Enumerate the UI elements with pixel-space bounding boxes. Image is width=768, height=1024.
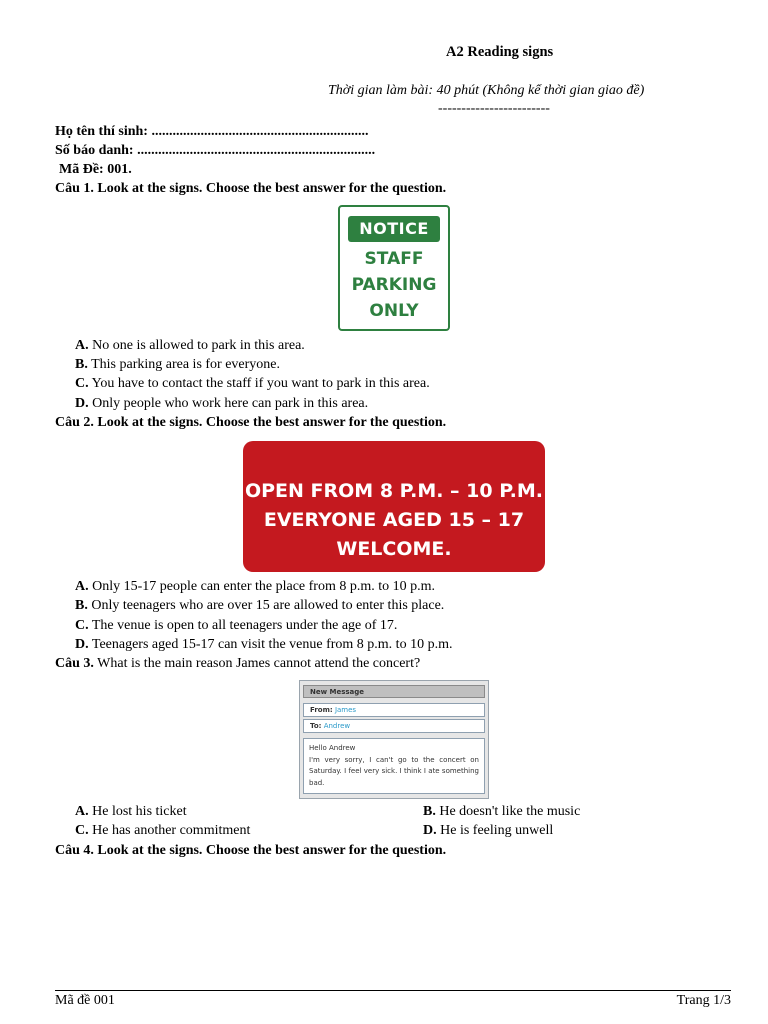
question-2-option-a[interactable]	[75, 579, 435, 595]
email-from-label: From:	[310, 706, 333, 714]
email-from-field	[303, 703, 485, 717]
option-text: He is feeling unwell	[440, 823, 554, 838]
option-text: He has another commitment	[92, 823, 251, 838]
header-divider: ------------------------	[438, 101, 550, 116]
email-to-field	[303, 719, 485, 733]
option-text: Only teenagers who are over 15 are allowed to enter this place.	[91, 598, 445, 613]
footer-exam-code: Mã đề 001	[55, 993, 115, 1008]
option-text: He doesn't like the music	[439, 804, 581, 819]
question-3-option-b[interactable]	[423, 804, 580, 820]
question-1-label: Câu 1.	[55, 181, 94, 196]
email-from-value: James	[334, 706, 357, 714]
question-4-heading	[55, 843, 446, 859]
option-text: Teenagers aged 15-17 can visit the venue from 8 p.m. to 10 p.m.	[91, 637, 453, 652]
option-letter: C.	[75, 376, 89, 391]
question-3-heading	[55, 656, 420, 672]
email-message	[299, 680, 489, 799]
question-2-prompt: Look at the signs. Choose the best answer for the question.	[97, 415, 447, 430]
option-letter: D.	[75, 637, 89, 652]
email-to-label: To:	[310, 722, 322, 730]
email-header: New Message	[303, 685, 485, 698]
option-text: This parking area is for everyone.	[91, 357, 281, 372]
option-text: He lost his ticket	[92, 804, 187, 819]
question-2-option-d[interactable]	[75, 637, 452, 653]
question-3-option-a[interactable]	[75, 804, 187, 820]
sign-line: ONLY	[369, 301, 419, 321]
question-1-option-d[interactable]	[75, 396, 368, 412]
option-letter: C.	[75, 823, 89, 838]
document-title: A2 Reading signs	[446, 44, 554, 60]
candidate-id-line: Số báo danh: ....................................................................	[55, 143, 376, 158]
footer-page-number: Trang 1/3	[676, 993, 731, 1008]
option-letter: B.	[75, 598, 88, 613]
question-1-heading	[55, 181, 446, 197]
question-3-label: Câu 3.	[55, 656, 94, 671]
candidate-name-line: Họ tên thí sinh: ..............................................................	[55, 124, 369, 139]
staff-parking-sign	[338, 205, 450, 331]
question-3-prompt: What is the main reason James cannot attend the concert?	[97, 656, 421, 671]
question-4-label: Câu 4.	[55, 843, 94, 858]
sign-notice-banner: NOTICE	[348, 216, 440, 242]
question-3-option-c[interactable]	[75, 823, 250, 839]
question-3-option-d[interactable]	[423, 823, 553, 839]
option-letter: A.	[75, 579, 89, 594]
exam-code-line: Mã Đề: 001.	[59, 162, 132, 177]
option-text: Only people who work here can park in this area.	[92, 396, 369, 411]
sign-line: PARKING	[351, 275, 437, 295]
option-letter: B.	[75, 357, 88, 372]
question-1-option-c[interactable]	[75, 376, 430, 392]
time-note: Thời gian làm bài: 40 phút (Không kể thời gian giao đề)	[328, 83, 645, 98]
sign-line: WELCOME.	[336, 538, 452, 560]
sign-line: OPEN FROM 8 P.M. – 10 P.M.	[244, 480, 544, 502]
option-text: The venue is open to all teenagers under the age of 17.	[91, 618, 398, 633]
option-letter: B.	[423, 804, 436, 819]
opening-hours-sign	[243, 441, 545, 572]
question-2-heading	[55, 415, 446, 431]
footer-divider	[55, 990, 731, 991]
email-body-text: I'm very sorry, I can't go to the concert on Saturday. I feel very sick. I think I ate something bad.	[309, 755, 479, 787]
option-text: No one is allowed to park in this area.	[92, 338, 305, 353]
question-1-option-b[interactable]	[75, 357, 280, 373]
sign-line: STAFF	[364, 249, 424, 269]
option-letter: A.	[75, 338, 89, 353]
question-1-prompt: Look at the signs. Choose the best answer for the question.	[97, 181, 447, 196]
email-greeting: Hello Andrew	[309, 744, 356, 752]
question-1-option-a[interactable]	[75, 338, 305, 354]
question-2-label: Câu 2.	[55, 415, 94, 430]
question-2-option-c[interactable]	[75, 618, 397, 634]
option-text: You have to contact the staff if you want to park in this area.	[91, 376, 430, 391]
option-text: Only 15-17 people can enter the place from 8 p.m. to 10 p.m.	[92, 579, 436, 594]
question-2-option-b[interactable]	[75, 598, 444, 614]
sign-line: EVERYONE AGED 15 – 17	[263, 509, 525, 531]
option-letter: C.	[75, 618, 89, 633]
email-to-value: Andrew	[323, 722, 351, 730]
option-letter: D.	[423, 823, 437, 838]
email-body	[303, 738, 485, 794]
option-letter: A.	[75, 804, 89, 819]
option-letter: D.	[75, 396, 89, 411]
question-4-prompt: Look at the signs. Choose the best answer for the question.	[97, 843, 447, 858]
